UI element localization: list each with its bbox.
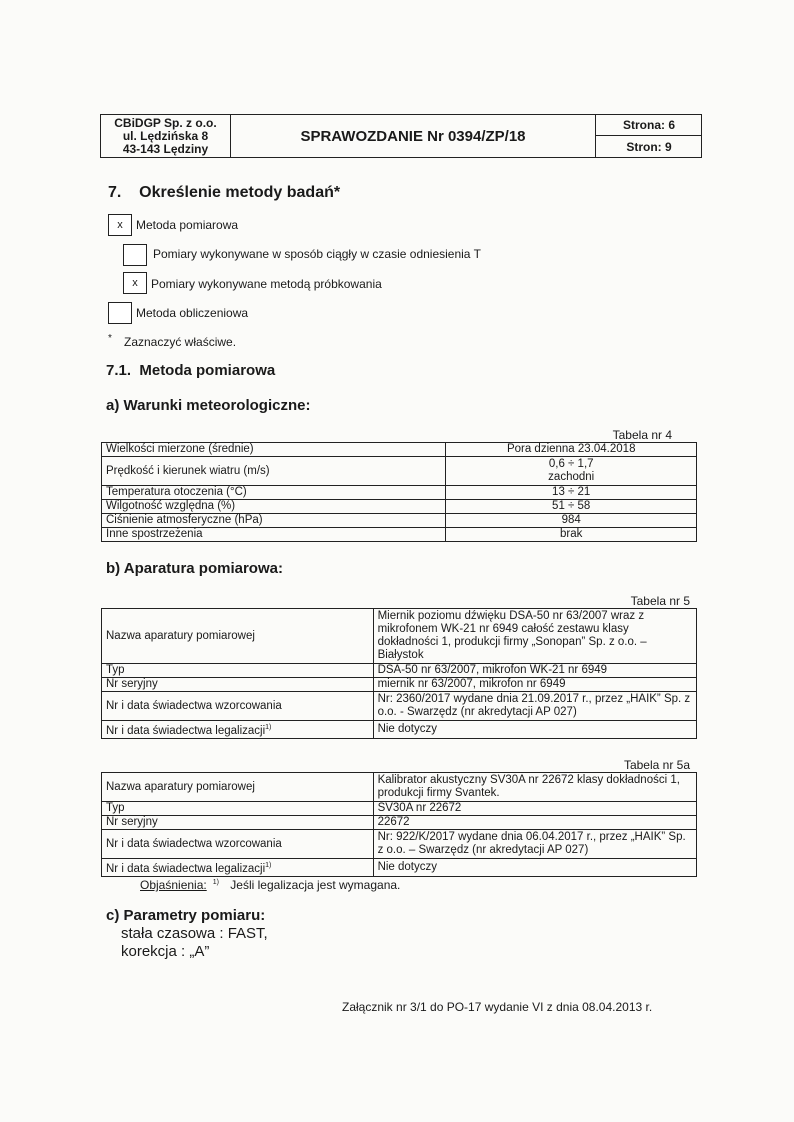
footnote-mark: * [108, 333, 112, 344]
apparatus-table-5 [101, 608, 697, 739]
legalization-label: Nr i data świadectwa legalizacji [106, 862, 266, 875]
explanation-text: Jeśli legalizacja jest wymagana. [230, 878, 401, 892]
company-block [101, 115, 231, 157]
apparatus-title: b) Aparatura pomiarowa: [106, 560, 283, 577]
section-7-title: 7. Określenie metody badań* [108, 184, 341, 201]
table-cell [102, 721, 374, 739]
table-row [102, 443, 697, 457]
table-cell: Nie dotyczy [373, 859, 696, 877]
option-calculation-method: Metoda obliczeniowa [136, 306, 249, 320]
table-cell: DSA-50 nr 63/2007, mikrofon WK-21 nr 6949 [373, 664, 696, 678]
table-row [102, 692, 697, 721]
table-row [102, 609, 697, 664]
table-cell: Kalibrator akustyczny SV30A nr 22672 klasy dokładności 1, produkcji firmy Svantek. [373, 773, 696, 802]
wind-speed: 0,6 ÷ 1,7 [548, 458, 594, 470]
wind-direction: zachodni [548, 471, 595, 483]
table-cell: Nr seryjny [102, 816, 374, 830]
params-title: c) Parametry pomiaru: [106, 907, 266, 924]
table-row [102, 859, 697, 877]
table-cell: Pora dzienna 23.04.2018 [446, 443, 697, 457]
footer-note: Załącznik nr 3/1 do PO-17 wydanie VI z dnia 08.04.2013 r. [342, 1000, 653, 1014]
table-cell: Temperatura otoczenia (°C) [102, 486, 446, 500]
table4-caption: Tabela nr 4 [612, 428, 672, 442]
table-cell [446, 457, 697, 486]
page-number: Strona: 6 [596, 115, 702, 136]
table5-caption: Tabela nr 5 [630, 594, 690, 608]
page-info [595, 115, 702, 157]
table-cell: 13 ÷ 21 [446, 486, 697, 500]
table-row [102, 678, 697, 692]
table-cell: Wilgotność względna (%) [102, 500, 446, 514]
table-cell: Nr: 922/K/2017 wydane dnia 06.04.2017 r., przez „HAIK” Sp. z o.o. – Swarzędz (nr akredytacji AP 027) [373, 830, 696, 859]
table5a-caption: Tabela nr 5a [623, 758, 690, 772]
checkbox-measurement-method: x [108, 214, 132, 236]
table-cell [102, 859, 374, 877]
table-row [102, 528, 697, 542]
option-measurement-method: Metoda pomiarowa [136, 218, 239, 232]
checkbox-sampling: x [123, 272, 147, 294]
table-row [102, 773, 697, 802]
table-cell: Nazwa aparatury pomiarowej [102, 609, 374, 664]
meteo-title: a) Warunki meteorologiczne: [106, 397, 311, 414]
table-cell: 984 [446, 514, 697, 528]
section-71-title: 7.1. Metoda pomiarowa [106, 362, 276, 379]
table-row [102, 721, 697, 739]
report-title: SPRAWOZDANIE Nr 0394/ZP/18 [300, 127, 526, 145]
table-cell: Nr i data świadectwa wzorcowania [102, 692, 374, 721]
option-sampling: Pomiary wykonywane metodą próbkowania [151, 277, 382, 291]
table-row [102, 486, 697, 500]
table-cell: Miernik poziomu dźwięku DSA-50 nr 63/2007 wraz z mikrofonem WK-21 nr 6949 całość zestawu klasy dokładności 1, produkcji firmy „Sonopan” Sp. z o.o. – Białystok [373, 609, 696, 664]
table-row [102, 830, 697, 859]
table-cell: brak [446, 528, 697, 542]
table-cell: Nazwa aparatury pomiarowej [102, 773, 374, 802]
footnote-ref: 1) [212, 879, 219, 886]
company-street: ul. Lędzińska 8 [122, 129, 209, 143]
apparatus-table-5a [101, 772, 697, 877]
table-row [102, 802, 697, 816]
legalization-label: Nr i data świadectwa legalizacji [106, 724, 266, 737]
footnote-ref: 1) [265, 862, 272, 869]
table-cell: Nr i data świadectwa wzorcowania [102, 830, 374, 859]
table-cell: Wielkości mierzone (średnie) [102, 443, 446, 457]
checkbox-continuous [123, 244, 147, 266]
checkbox-calculation-method [108, 302, 132, 324]
meteo-table [101, 442, 697, 542]
table-row [102, 816, 697, 830]
table-cell: Nr seryjny [102, 678, 374, 692]
table-row [102, 500, 697, 514]
param-correction: korekcja : „A” [121, 943, 210, 960]
option-continuous: Pomiary wykonywane w sposób ciągły w czasie odniesienia T [153, 247, 481, 261]
company-city: 43-143 Lędziny [122, 142, 209, 156]
table-cell: Prędkość i kierunek wiatru (m/s) [102, 457, 446, 486]
param-time-constant: stała czasowa : FAST, [121, 925, 268, 942]
explanation-label: Objaśnienia: [140, 878, 207, 892]
table-cell: Typ [102, 664, 374, 678]
table-cell: SV30A nr 22672 [373, 802, 696, 816]
table-cell: Typ [102, 802, 374, 816]
table-row [102, 514, 697, 528]
company-name: CBiDGP Sp. z o.o. [114, 116, 217, 130]
table-cell: Ciśnienie atmosferyczne (hPa) [102, 514, 446, 528]
table-cell: Nr: 2360/2017 wydane dnia 21.09.2017 r., przez „HAIK” Sp. z o.o. - Swarzędz (nr akredytacji AP 027) [373, 692, 696, 721]
report-header [100, 114, 702, 158]
explanation [140, 878, 400, 892]
table-cell: 51 ÷ 58 [446, 500, 697, 514]
page-count: Stron: 9 [626, 139, 672, 154]
table-cell: miernik nr 63/2007, mikrofon nr 6949 [373, 678, 696, 692]
table-cell: Nie dotyczy [373, 721, 696, 739]
table-cell: Inne spostrzeżenia [102, 528, 446, 542]
table-cell: 22672 [373, 816, 696, 830]
footnote-ref: 1) [265, 724, 272, 731]
footnote-text: Zaznaczyć właściwe. [124, 335, 237, 349]
table-row [102, 664, 697, 678]
table-row [102, 457, 697, 486]
